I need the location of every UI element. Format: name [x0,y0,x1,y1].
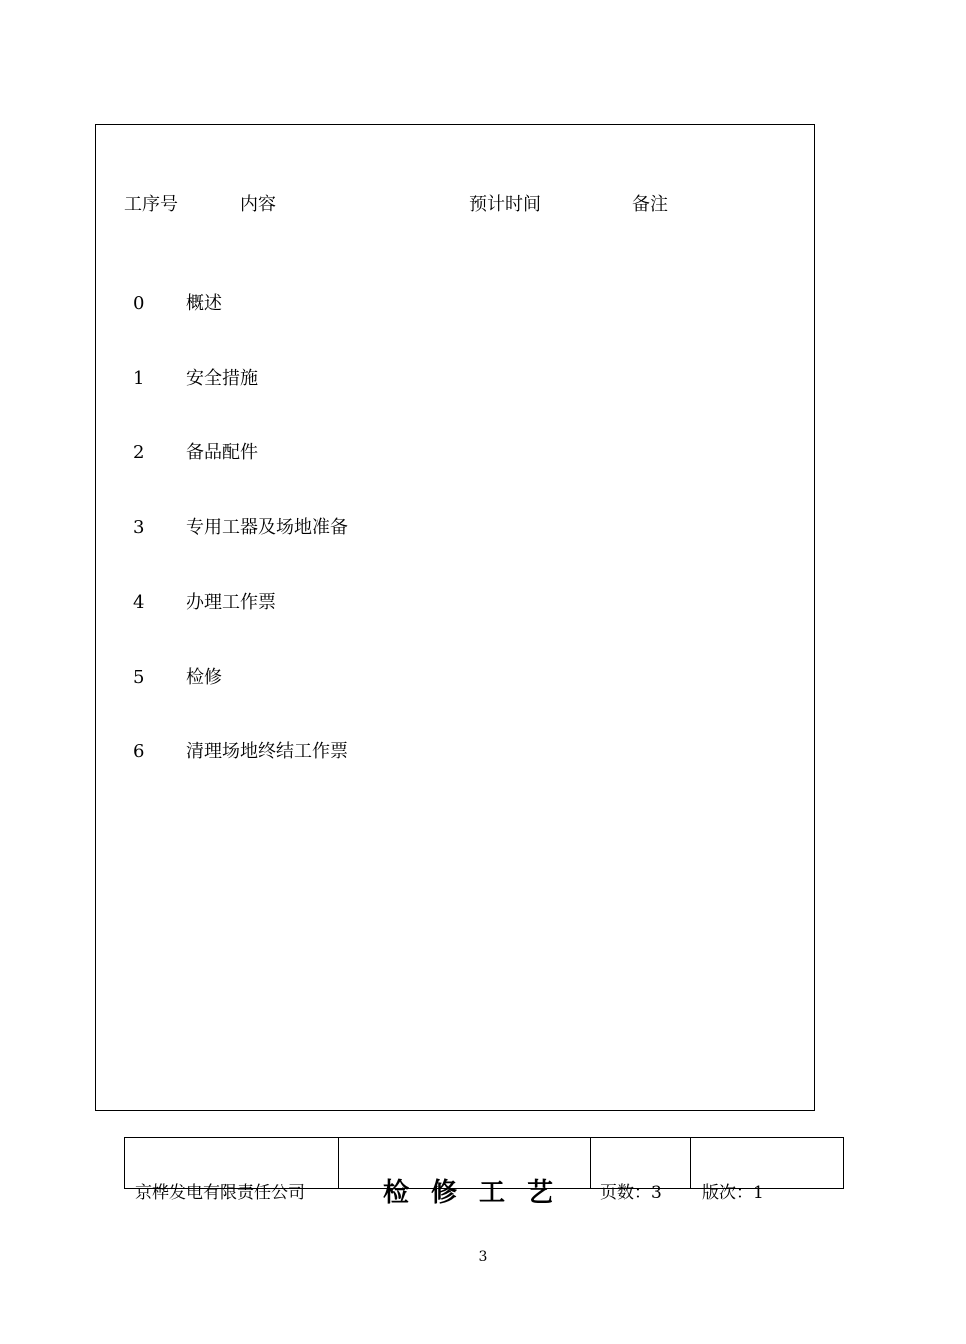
step-content: 备品配件 [186,442,258,463]
page-number: 3 [478,1249,488,1265]
column-header-estimated-time: 预计时间 [469,194,541,215]
cell-divider [590,1138,591,1188]
column-header-remarks: 备注 [632,194,668,215]
column-header-content: 内容 [240,194,276,215]
document-title: 检修工艺 [383,1178,576,1208]
step-content: 检修 [186,667,222,688]
step-content: 清理场地终结工作票 [186,741,348,762]
procedure-table-frame [95,124,815,1111]
column-header-step-no: 工序号 [124,194,178,215]
page-count: 页数：3 [600,1183,662,1203]
version: 版次：1 [702,1183,764,1203]
step-content: 概述 [186,293,222,314]
step-content: 专用工器及场地准备 [186,517,348,538]
step-number: 2 [133,442,145,463]
cell-divider [690,1138,691,1188]
step-number: 6 [133,741,145,762]
step-number: 4 [133,592,145,613]
step-number: 3 [133,517,145,538]
step-content: 安全措施 [186,368,258,389]
company-name: 京桦发电有限责任公司 [135,1183,305,1203]
cell-divider [338,1138,339,1188]
step-content: 办理工作票 [186,592,276,613]
document-footer-table [124,1137,844,1208]
step-number: 5 [133,667,145,688]
step-number: 0 [133,293,145,314]
step-number: 1 [133,368,145,389]
